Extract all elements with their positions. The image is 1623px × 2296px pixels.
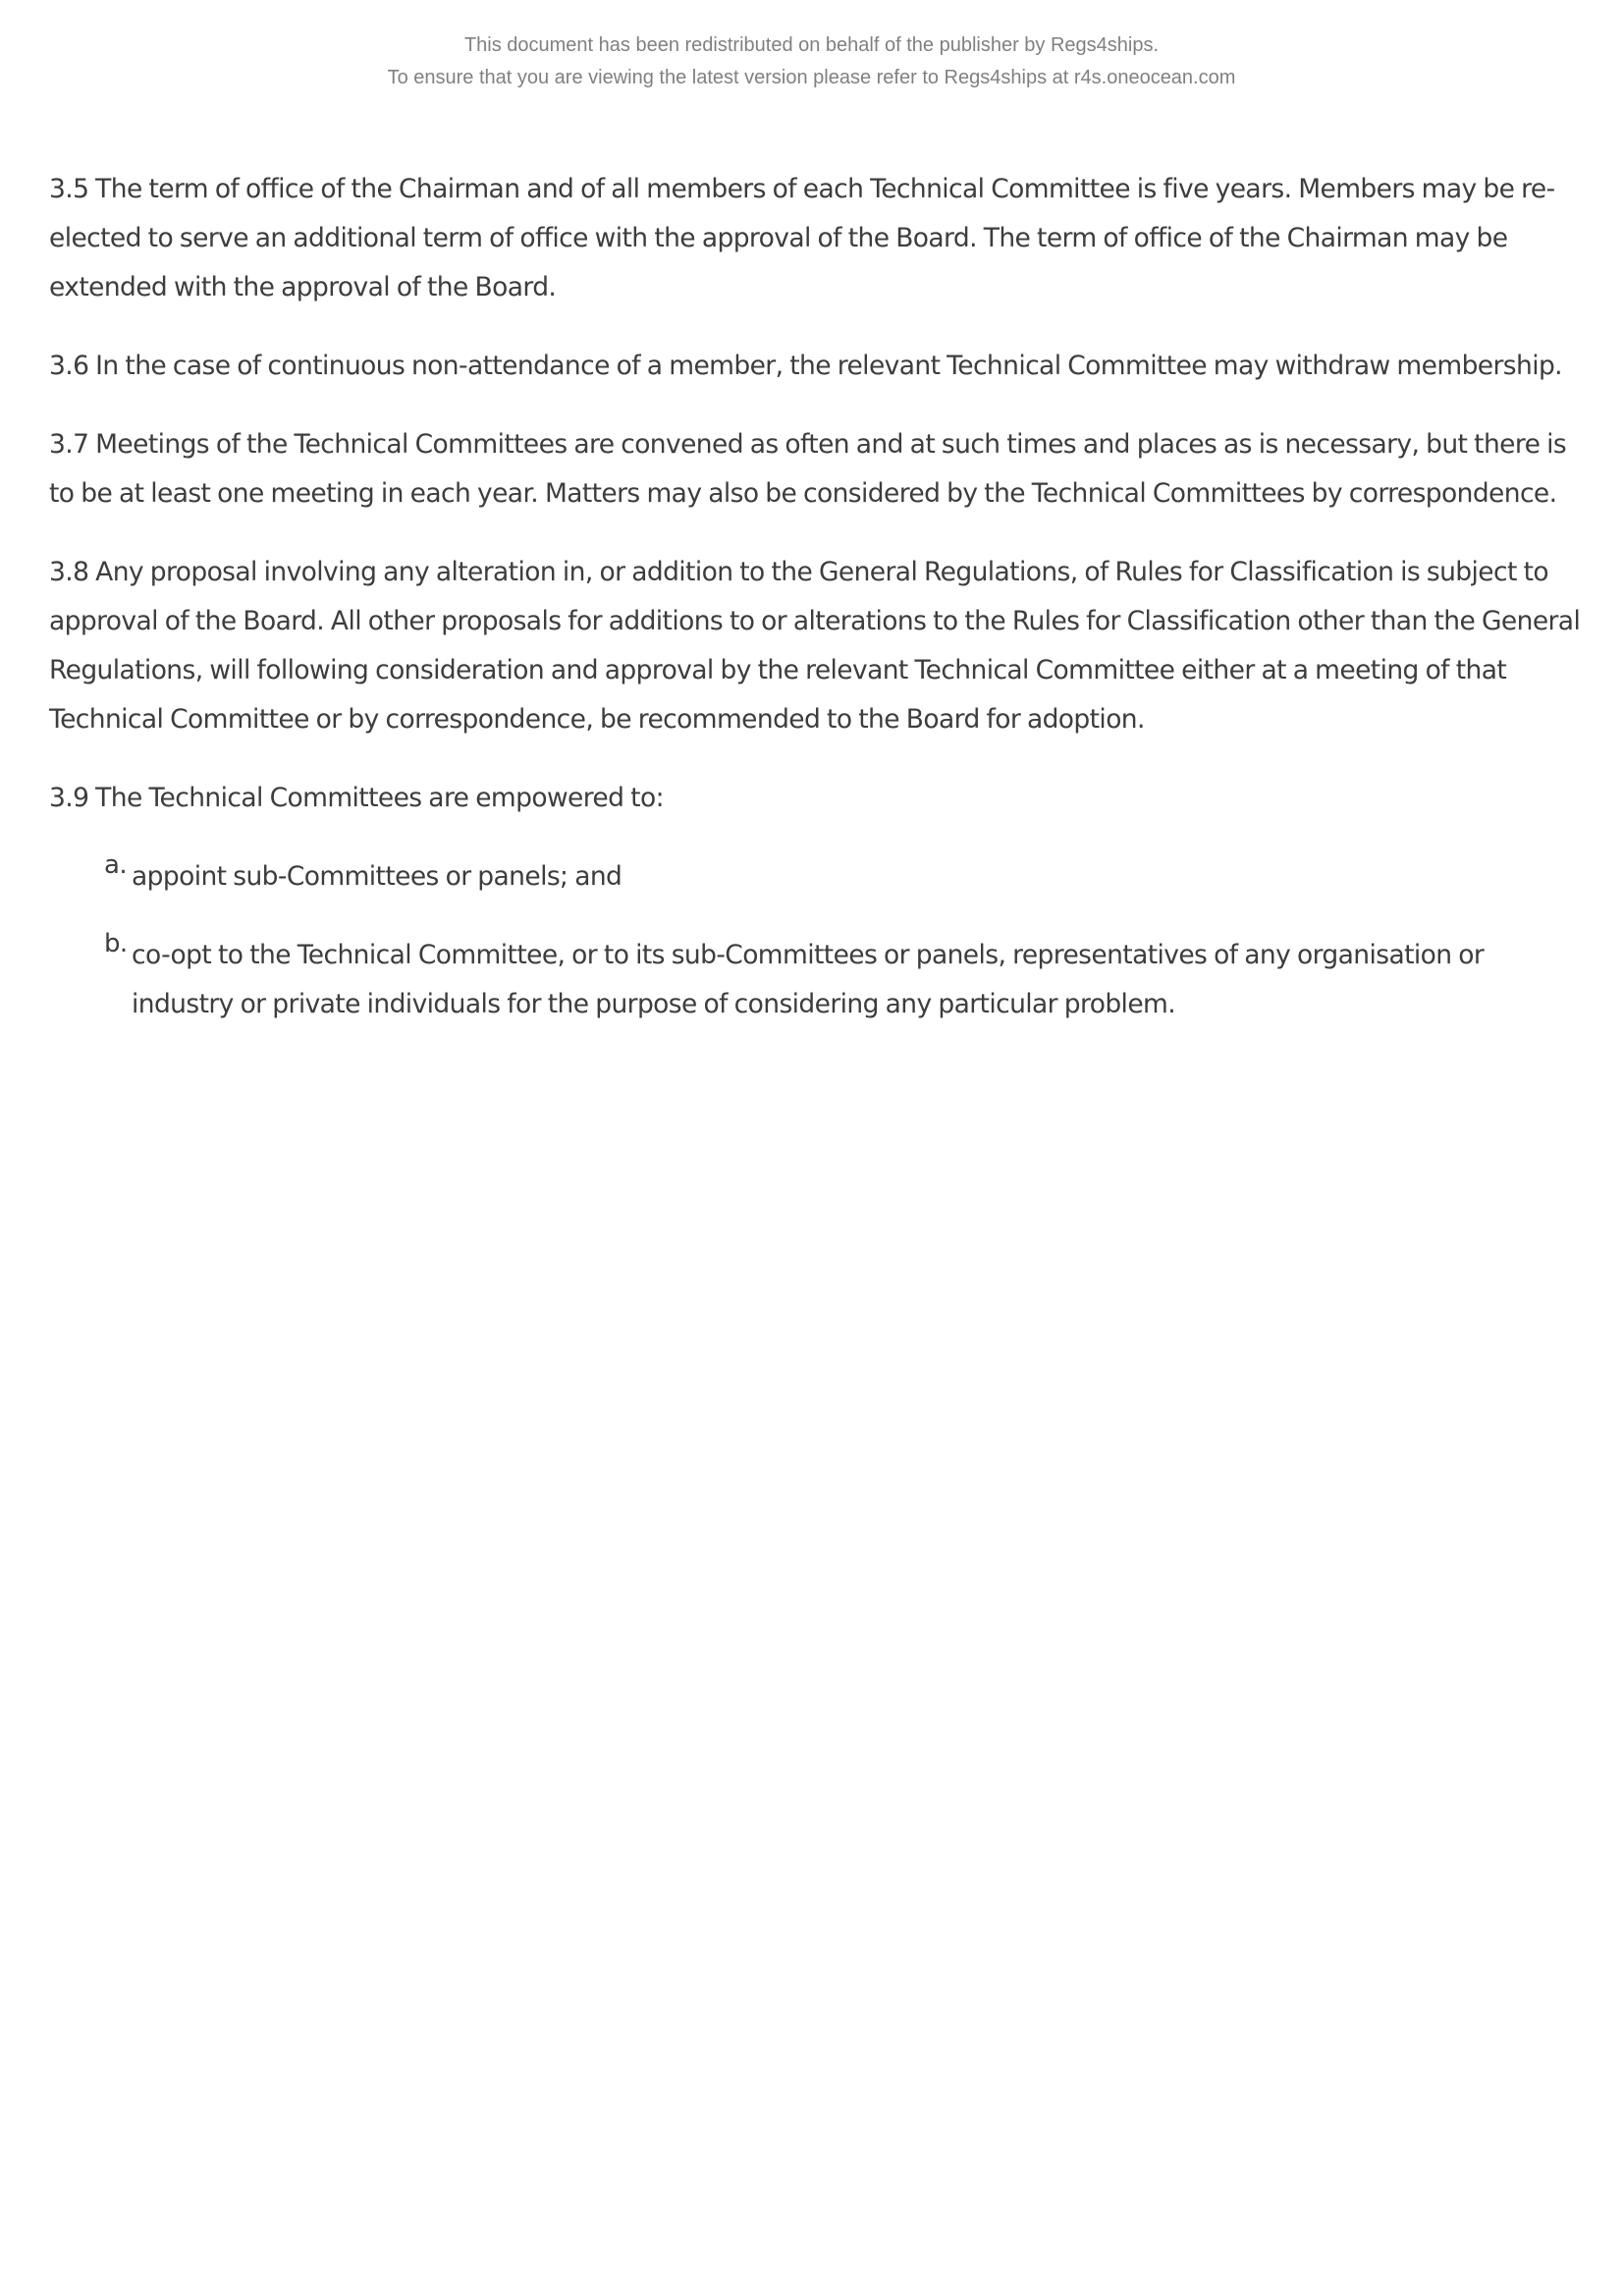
list-item xyxy=(49,852,1591,902)
banner-line-2: To ensure that you are viewing the latest version please refer to Regs4ships at r4s.oneocean.com xyxy=(387,67,1236,88)
paragraph-3-5: 3.5 The term of office of the Chairman and of all members of each Technical Committee is five years. Members may be re-elected to serve an additional term of office with the approval of the Board. The term of office of the Chairman may be extended with the approval of the Board. xyxy=(49,174,1555,302)
empowerment-list xyxy=(49,852,1591,1029)
document-body xyxy=(49,165,1591,1059)
list-marker: b. xyxy=(104,929,128,958)
list-item-text: co-opt to the Technical Committee, or to its sub-Committees or panels, representatives of any organisation or industry or private individuals for the purpose of considering any particular problem. xyxy=(132,940,1485,1019)
banner-line-1: This document has been redistributed on behalf of the publisher by Regs4ships. xyxy=(463,34,1160,56)
redistribution-banner xyxy=(0,29,1623,94)
paragraph-3-7: 3.7 Meetings of the Technical Committees are convened as often and at such times and places as is necessary, but there is to be at least one meeting in each year. Matters may also be considered by the Technical Committees by correspondence. xyxy=(49,429,1567,509)
list-item-text: appoint sub-Committees or panels; and xyxy=(132,861,622,892)
paragraph-3-6: 3.6 In the case of continuous non-attendance of a member, the relevant Technical Committee may withdraw membership. xyxy=(49,351,1562,381)
paragraph-3-8: 3.8 Any proposal involving any alteration in, or addition to the General Regulations, of Rules for Classification is subject to approval of the Board. All other proposals for additions to or alterations to the Rules for Classification other than the General Regulations, will following consideration and approval by the relevant Technical Committee either at a meeting of that Technical Committee or by correspondence, be recommended to the Board for adoption. xyxy=(49,557,1581,735)
list-item xyxy=(49,931,1591,1029)
paragraph-3-9: 3.9 The Technical Committees are empowered to: xyxy=(49,783,664,813)
list-marker: a. xyxy=(104,850,127,880)
